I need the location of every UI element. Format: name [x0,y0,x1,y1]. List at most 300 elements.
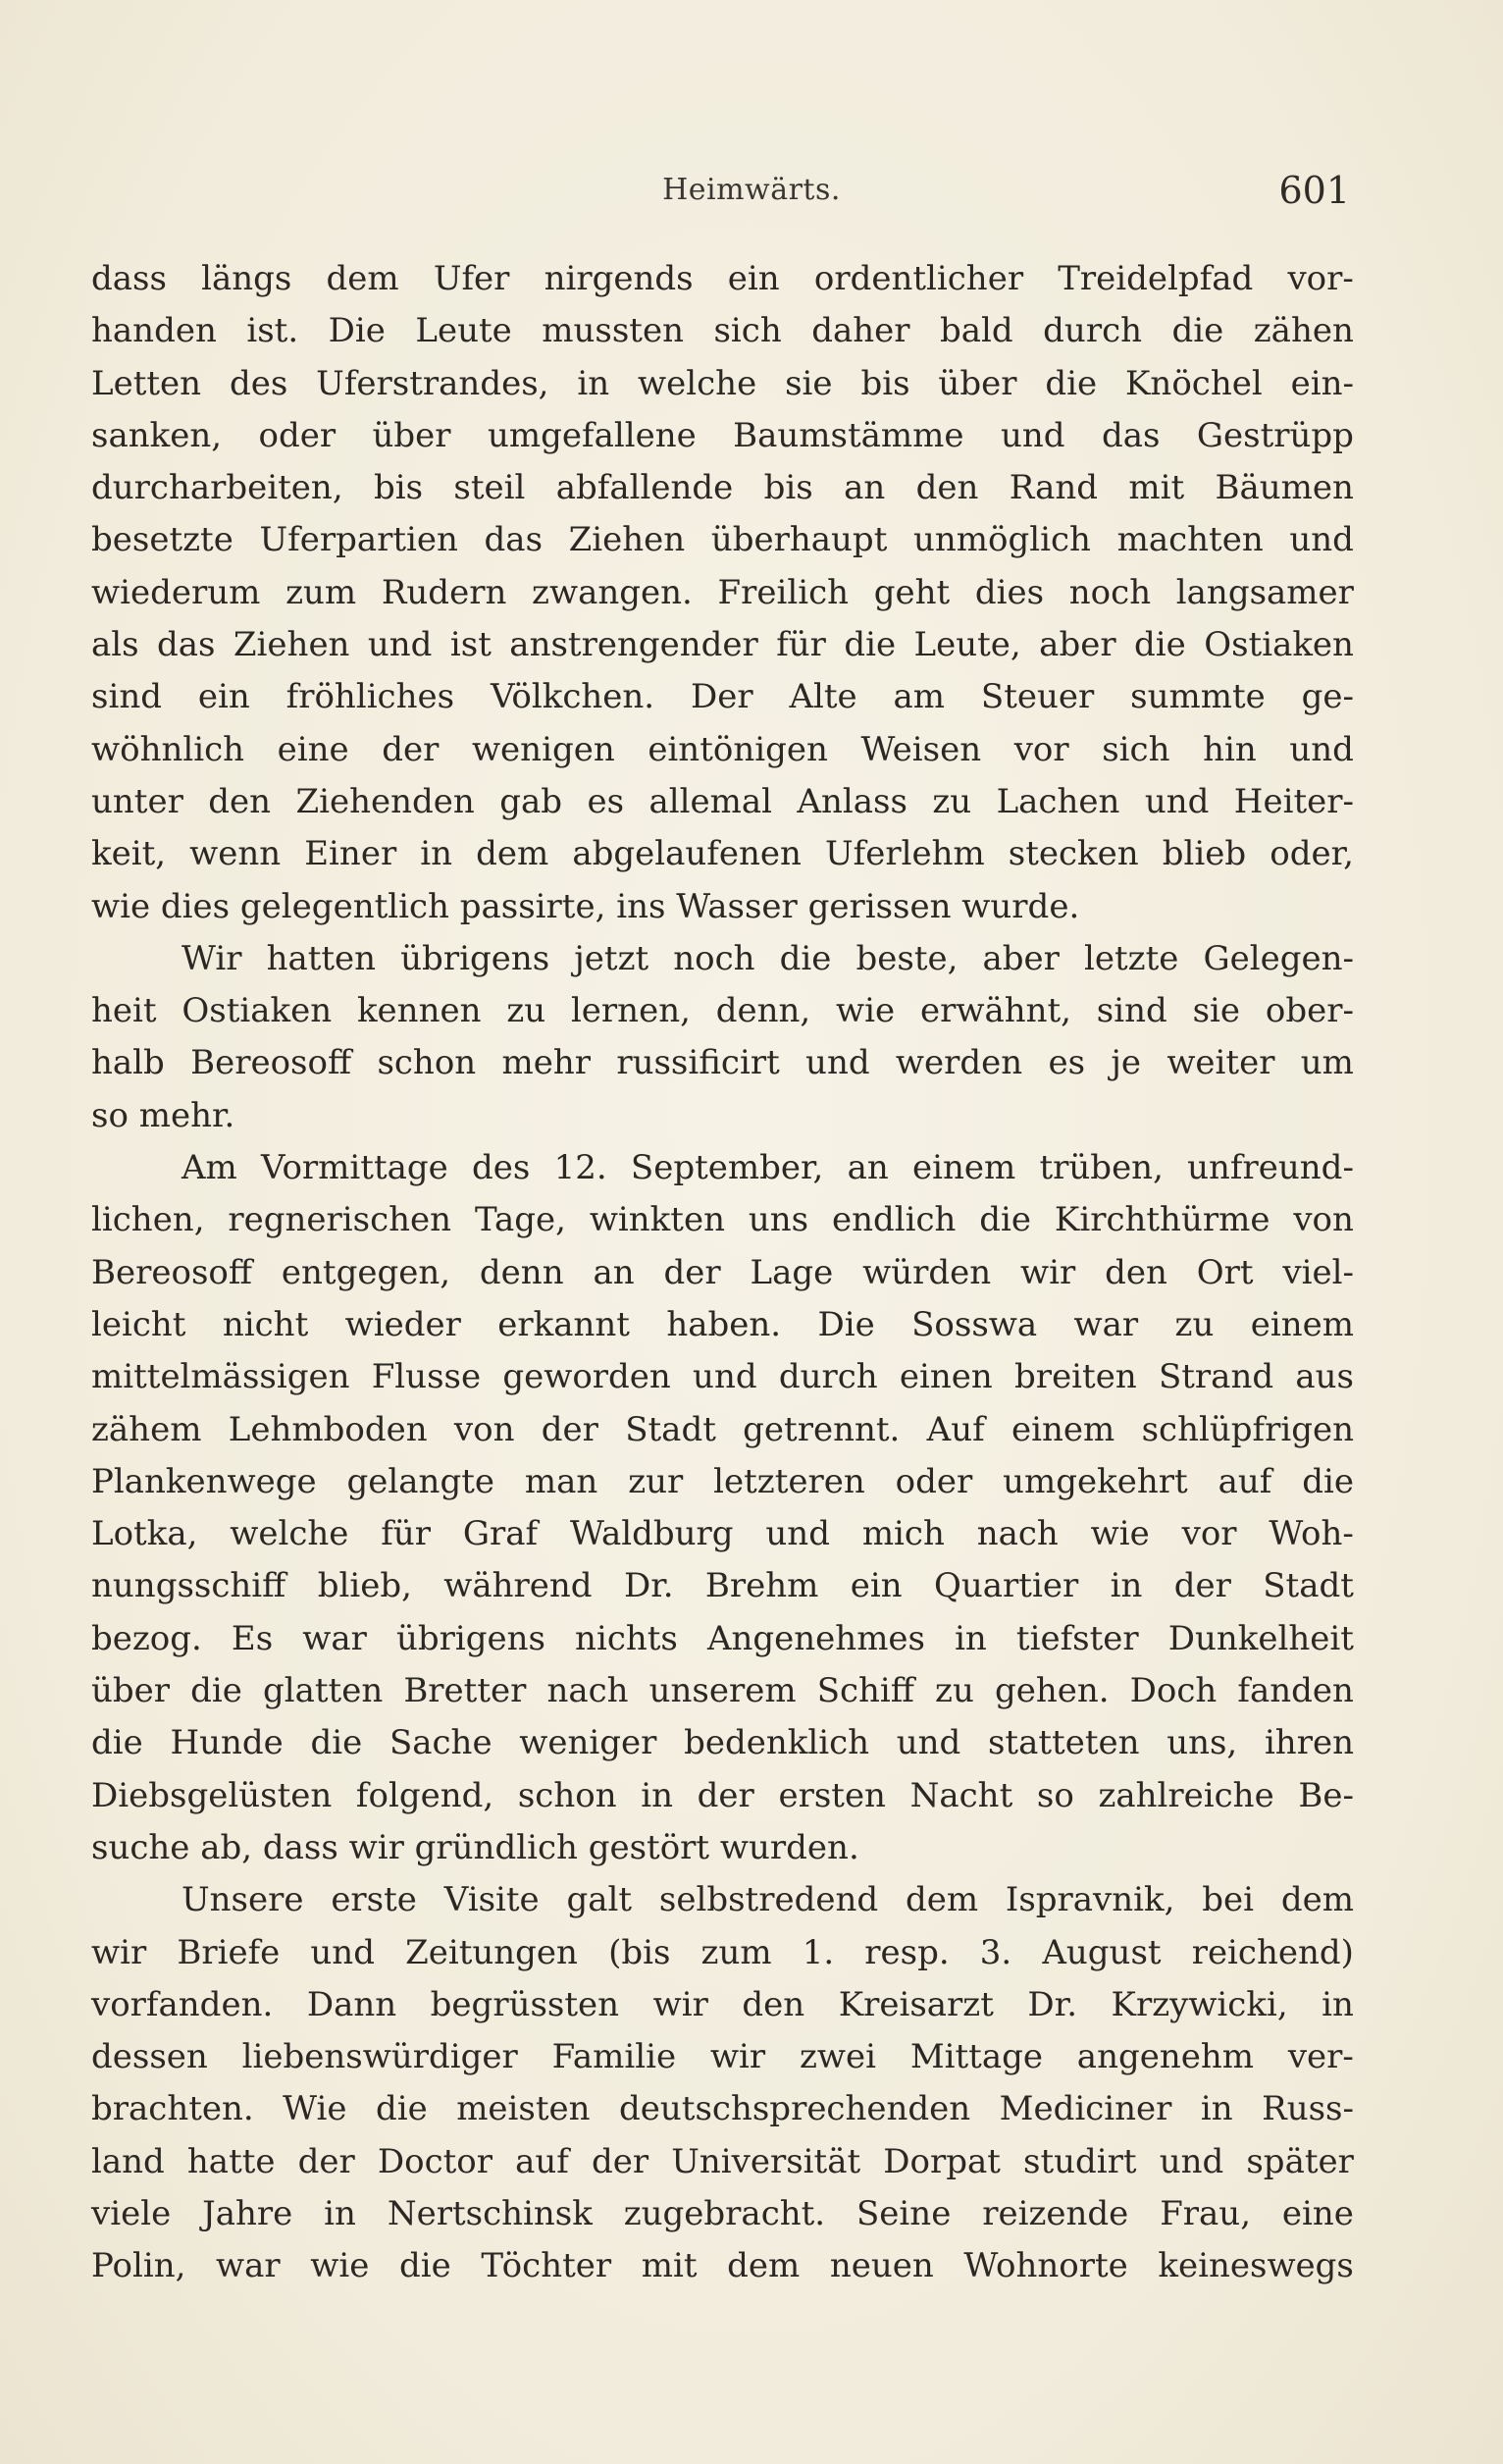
word: einem [1011,1409,1115,1449]
word: der [1173,1566,1231,1606]
word: schon [517,1775,617,1815]
word: Zeitungen [405,1932,578,1972]
word: durch [1043,311,1143,351]
word: russificirt [616,1043,780,1083]
word: kennen [356,991,482,1031]
word: nungsschiff [91,1566,286,1606]
word: reichend) [1191,1932,1354,1972]
text-line [91,1247,1354,1299]
word: gehen. [994,1671,1110,1711]
word: in [577,363,610,403]
word: die [1302,1461,1354,1501]
word: Bäumen [1215,468,1354,508]
word: zwangen. [532,572,693,612]
word: wir [1020,1252,1076,1292]
word: den [742,1984,805,2024]
word: und [805,1043,870,1083]
word: mit [1128,468,1185,508]
word: vor- [1287,259,1354,298]
word: Dorpat [883,2141,1001,2181]
word: breiten [1014,1357,1137,1397]
word: fanden [1237,1671,1354,1711]
word: Universität [671,2141,861,2181]
word: bei [1202,1880,1255,1920]
word: wir [709,2037,766,2077]
word: vor [1013,729,1069,769]
text-line [91,828,1354,880]
word: in [324,2193,356,2233]
word: in [955,1618,987,1658]
word: der [297,2141,355,2181]
word: 1. [802,1932,835,1972]
word: Rand [1009,468,1099,508]
word: neuen [829,2246,934,2286]
word: und [1000,415,1065,455]
word: einem [911,1148,1016,1188]
word: zu [1174,1304,1215,1344]
word: vor [1181,1514,1237,1554]
word: es [1048,1043,1086,1083]
word: Mittage [909,2037,1043,2077]
word: machten [1116,520,1264,560]
word: von [453,1409,515,1449]
word: Der [690,677,753,717]
word: die [779,938,832,978]
word: Jahre [202,2193,293,2233]
word: Wie [283,2089,347,2129]
word: mittelmässigen [91,1357,350,1397]
word: ihren [1264,1723,1354,1763]
word: Woh- [1269,1514,1354,1554]
text-line: suche ab, dass wir gründlich gestört wurden. [91,1827,859,1867]
word: wie [836,991,896,1031]
word: zur [628,1461,684,1501]
word: eine [277,729,349,769]
word: hatte [186,2141,276,2181]
word: Lage [750,1252,834,1292]
word: ein [727,259,780,298]
word: an [593,1252,635,1292]
text-line [91,776,1354,828]
word: es [587,781,625,821]
word: Sache [389,1723,492,1763]
text-line [91,1770,1354,1822]
text-line [91,1456,1354,1508]
word: erste [331,1880,417,1920]
text-line [91,1508,1354,1560]
word: überhaupt [710,520,888,560]
word: getrennt. [743,1409,901,1449]
word: als [91,625,139,665]
word: geht [873,572,951,612]
word: Polin, [91,2246,186,2286]
word: Am [181,1148,237,1188]
word: in [1110,1566,1143,1606]
word: Mediciner [999,2089,1172,2129]
word: reizende [982,2193,1129,2233]
word: schlüpfrigen [1141,1409,1354,1449]
word: der [541,1409,598,1449]
word: Die [817,1304,875,1344]
word: Kirchthürme [1054,1200,1270,1240]
word: blieb, [317,1566,412,1606]
text-line [91,671,1354,723]
text-line [91,514,1354,566]
word: Heiter- [1233,781,1354,821]
word: regnerischen [228,1200,452,1240]
word: der [697,1775,754,1815]
word: zu [506,991,546,1031]
word: Krzywicki, [1111,1984,1288,2024]
word: Flusse [371,1357,482,1397]
word: einem [1250,1304,1354,1344]
word: zum [285,572,357,612]
word: nach [976,1514,1059,1554]
word: Dunkelheit [1167,1618,1354,1658]
word: den [915,468,979,508]
word: keineswegs [1158,2246,1354,2286]
word: Gelegen- [1203,938,1354,978]
word: und [1289,729,1354,769]
word: des [472,1148,531,1188]
word: für [381,1514,431,1554]
word: aber [982,938,1060,978]
word: auf [1218,1461,1272,1501]
word: Doctor [377,2141,493,2181]
word: in [641,1775,674,1815]
word: werden [895,1043,1023,1083]
word: Treidelpfad [1058,259,1254,298]
word: aus [1295,1357,1354,1397]
word: welche [230,1514,349,1554]
word: in [1322,1984,1354,2024]
text-line [91,1351,1354,1403]
word: September, [630,1148,824,1188]
word: handen [91,311,217,351]
word: sanken, [91,415,223,455]
text-line [91,2031,1354,2083]
word: Familie [551,2037,677,2077]
word: Ort [1196,1252,1254,1292]
word: endlich [831,1200,957,1240]
word: August [1042,1932,1162,1972]
word: Bereosoff [190,1043,352,1083]
word: über [938,363,1017,403]
word: in [420,834,453,874]
word: das [1101,415,1161,455]
word: sind [91,677,162,717]
word: Freilich [717,572,850,612]
word: viele [91,2193,172,2233]
word: gelangte [346,1461,495,1501]
word: Stadt [625,1409,716,1449]
text-line [91,253,1354,305]
word: die [844,625,897,665]
word: ein [850,1566,903,1606]
text-line [91,410,1354,462]
word: bald [940,311,1013,351]
word: der [663,1252,721,1292]
word: an [847,1148,889,1188]
word: Uferlehm [824,834,985,874]
word: Lehmboden [228,1409,428,1449]
word: trüben, [1039,1148,1164,1188]
word: sie [785,363,833,403]
text-line [91,724,1354,776]
word: in [1200,2089,1233,2129]
word: Leute, [913,625,1021,665]
word: 3. [979,1932,1012,1972]
word: Bereosoff [91,1252,253,1292]
word: entgegen, [281,1252,451,1292]
word: die [91,1723,143,1763]
word: ist. [246,311,299,351]
word: die [398,2246,451,2286]
text-line [91,1037,1354,1089]
word: ersten [778,1775,886,1815]
word: geworden [502,1357,671,1397]
text-line [91,1665,1354,1717]
text-line [91,2188,1354,2240]
word: Frau, [1160,2193,1252,2233]
word: dem [727,2246,801,2286]
word: unfreund- [1187,1148,1354,1188]
text-line [91,1979,1354,2031]
word: daher [811,311,910,351]
word: abfallende [555,468,734,508]
text-line [91,933,1354,985]
word: Die [328,311,386,351]
word: Ziehen [568,520,686,560]
word: zu [932,781,972,821]
word: übrigens [400,938,550,978]
word: fröhliches [285,677,455,717]
text-line [91,567,1354,619]
word: und [1159,2141,1224,2181]
word: Es [231,1618,274,1658]
word: anstrengender [509,625,758,665]
word: selbstredend [658,1880,879,1920]
running-head [0,169,1503,218]
word: noch [1068,572,1152,612]
word: erwähnt, [919,991,1071,1031]
word: steil [453,468,526,508]
word: 12. [553,1148,607,1188]
word: welche [638,363,757,403]
word: stecken [1008,834,1139,874]
word: langsamer [1175,572,1354,612]
word: Bretter [403,1671,527,1711]
word: wiederum [91,572,261,612]
word: wir [652,1984,708,2024]
word: man [524,1461,598,1501]
word: dem [1280,1880,1354,1920]
text-line [91,462,1354,514]
word: oder, [1270,834,1354,874]
word: oder [895,1461,973,1501]
word: die [979,1200,1032,1240]
word: und [896,1723,961,1763]
word: den [208,781,272,821]
word: dem [905,1880,979,1920]
word: ober- [1265,991,1354,1031]
word: wie [310,2246,370,2286]
word: umgefallene [487,415,697,455]
word: Uferstrandes, [316,363,549,403]
word: angenehm [1076,2037,1255,2077]
word: Waldburg [569,1514,734,1554]
word: die [1134,625,1186,665]
word: Anlass [797,781,907,821]
word: uns [748,1200,809,1240]
word: brachten. [91,2089,254,2129]
text-line [91,2136,1354,2188]
word: Schiff [816,1671,914,1711]
word: nirgends [544,259,694,298]
word: keit, [91,834,167,874]
word: Dr. [623,1566,674,1606]
word: unmöglich [912,520,1091,560]
word: allemal [648,781,772,821]
word: Baumstämme [733,415,964,455]
running-title: Heimwärts. [662,173,841,207]
word: Briefe [177,1932,281,1972]
word: längs [201,259,292,298]
word: eine [1281,2193,1354,2233]
word: Russ- [1262,2089,1354,2129]
word: winkten [589,1200,725,1240]
word: uns, [1166,1723,1238,1763]
word: und [1289,520,1354,560]
word: und [1144,781,1210,821]
word: besetzte [91,520,233,560]
word: oder [258,415,337,455]
text-line [91,1404,1354,1456]
word: an [844,468,886,508]
word: um [1300,1043,1354,1083]
word: den [1105,1252,1167,1292]
text-line [91,1194,1354,1246]
word: haben. [666,1304,782,1344]
word: Töchter [481,2246,612,2286]
word: Uferpartien [259,520,458,560]
word: dem [476,834,549,874]
word: Visite [443,1880,540,1920]
word: gab [499,781,563,821]
word: wir [91,1932,147,1972]
word: umgekehrt [1003,1461,1188,1501]
word: einen [899,1357,993,1397]
word: folgend, [355,1775,494,1815]
word: zu [935,1671,974,1711]
word: letzte [1084,938,1179,978]
word: bezog. [91,1618,202,1658]
word: das [157,625,216,665]
text-line [91,985,1354,1037]
word: und [765,1514,830,1554]
word: summte [1130,677,1266,717]
text-line [91,1927,1354,1979]
page-number: 601 [1278,169,1350,212]
word: je [1111,1043,1142,1083]
word: wieder [344,1304,461,1344]
word: und [693,1357,757,1397]
word: blieb [1162,834,1247,874]
word: Völkchen. [490,677,655,717]
word: liebenswürdiger [241,2037,518,2077]
word: erkannt [497,1304,630,1344]
word: zwei [799,2037,876,2077]
word: Nertschinsk [387,2193,593,2233]
word: übrigens [395,1618,545,1658]
word: die [310,1723,363,1763]
word: Weisen [860,729,982,769]
word: heit [91,991,157,1031]
word: dies [974,572,1045,612]
word: dem [326,259,399,298]
word: Ziehenden [295,781,475,821]
word: Seine [856,2193,952,2233]
word: Brehm [704,1566,819,1606]
word: denn [479,1252,564,1292]
word: Ostiaken [181,991,333,1031]
word: später [1246,2141,1354,2181]
text-line [91,1299,1354,1351]
text-line [91,2083,1354,2135]
word: Lachen [996,781,1120,821]
word: Alte [789,677,857,717]
word: zähem [91,1409,202,1449]
word: leicht [91,1304,186,1344]
word: während [443,1566,593,1606]
word: aber [1039,625,1116,665]
word: über [372,415,451,455]
word: hatten [266,938,377,978]
word: Be- [1298,1775,1354,1815]
word: beste, [855,938,959,978]
word: Kreisarzt [838,1984,994,2024]
word: begrüssten [430,1984,620,2024]
text-line [91,1613,1354,1665]
word: des [229,363,288,403]
word: bis [373,468,424,508]
word: Dr. [1027,1984,1078,2024]
word: ordentlicher [813,259,1024,298]
word: letzteren [713,1461,865,1501]
word: war [1073,1304,1139,1344]
word: ist [449,625,492,665]
word: deutschsprechenden [619,2089,971,2129]
word: die [1045,363,1098,403]
word: denn, [715,991,811,1031]
word: (bis [608,1932,671,1972]
word: meisten [456,2089,591,2129]
word: tiefster [1015,1618,1139,1658]
word: wöhnlich [91,729,245,769]
word: und [367,625,433,665]
word: war [302,1618,367,1658]
word: wie [1090,1514,1150,1554]
word: Einer [304,834,397,874]
word: und [310,1932,375,1972]
word: Angenehmes [706,1618,925,1658]
word: abgelaufenen [572,834,802,874]
word: Quartier [934,1566,1079,1606]
word: Letten [91,363,202,403]
word: vorfanden. [91,1984,274,2024]
word: Sosswa [911,1304,1038,1344]
word: jetzt [574,938,649,978]
